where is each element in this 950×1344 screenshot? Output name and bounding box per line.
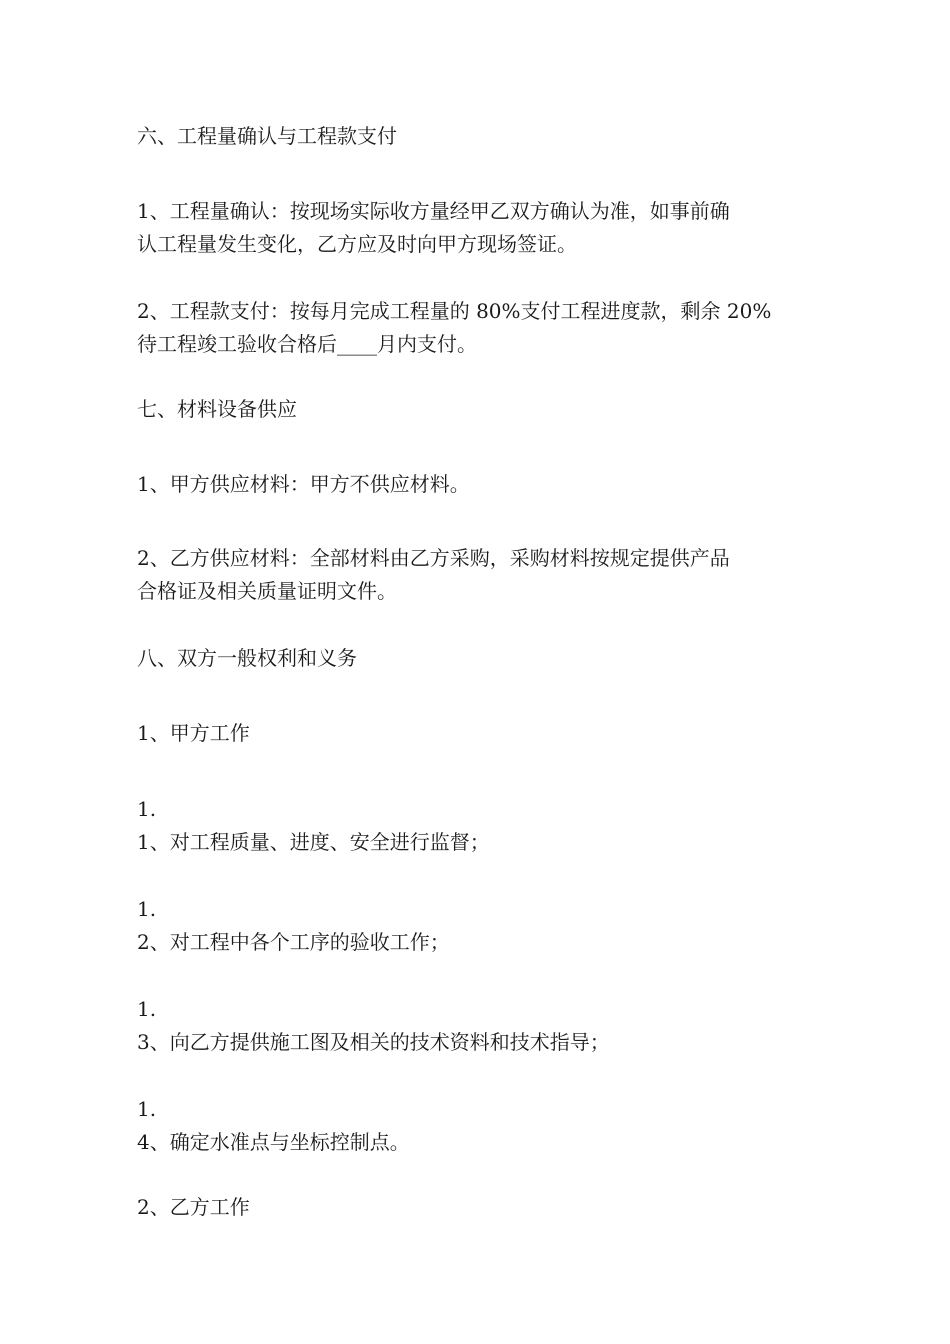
- subheading-text: 2、乙方工作: [137, 1195, 250, 1219]
- paragraph-line: 待工程竣工验收合格后____月内支付。: [137, 332, 477, 356]
- paragraph-line: 合格证及相关质量证明文件。: [137, 579, 397, 603]
- paragraph-payment: [137, 295, 827, 361]
- list-item-prefix: 1.: [137, 997, 157, 1021]
- list-item-prefix: 1.: [137, 1097, 157, 1121]
- subheading-party-b-work: [137, 1191, 827, 1224]
- list-item-prefix: 1.: [137, 897, 157, 921]
- section-heading-8: [137, 642, 827, 675]
- list-item-2: [137, 893, 827, 959]
- list-item-text: 1、对工程质量、进度、安全进行监督；: [137, 830, 490, 854]
- subheading-text: 1、甲方工作: [137, 721, 250, 745]
- list-item-1: [137, 793, 827, 859]
- paragraph-party-b-materials: [137, 542, 827, 608]
- paragraph-line: 认工程量发生变化，乙方应及时向甲方现场签证。: [137, 232, 577, 256]
- paragraph-party-a-materials: [137, 468, 827, 501]
- paragraph-line: 2、工程款支付：按每月完成工程量的 80%支付工程进度款，剩余 20%: [137, 299, 772, 323]
- section-heading-7: [137, 393, 827, 426]
- paragraph-line: 1、甲方供应材料：甲方不供应材料。: [137, 472, 470, 496]
- list-item-3: [137, 993, 827, 1059]
- heading-text: 七、材料设备供应: [137, 397, 297, 421]
- heading-text: 六、工程量确认与工程款支付: [137, 124, 397, 148]
- list-item-text: 4、确定水准点与坐标控制点。: [137, 1130, 410, 1154]
- list-item-prefix: 1.: [137, 797, 157, 821]
- paragraph-line: 1、工程量确认：按现场实际收方量经甲乙双方确认为准，如事前确: [137, 199, 730, 223]
- list-item-4: [137, 1093, 827, 1159]
- section-heading-6: [137, 120, 827, 153]
- heading-text: 八、双方一般权利和义务: [137, 646, 357, 670]
- list-item-text: 3、向乙方提供施工图及相关的技术资料和技术指导；: [137, 1030, 610, 1054]
- paragraph-line: 2、乙方供应材料：全部材料由乙方采购，采购材料按规定提供产品: [137, 546, 730, 570]
- list-item-text: 2、对工程中各个工序的验收工作；: [137, 930, 450, 954]
- subheading-party-a-work: [137, 717, 827, 750]
- paragraph-quantity-confirmation: [137, 195, 827, 261]
